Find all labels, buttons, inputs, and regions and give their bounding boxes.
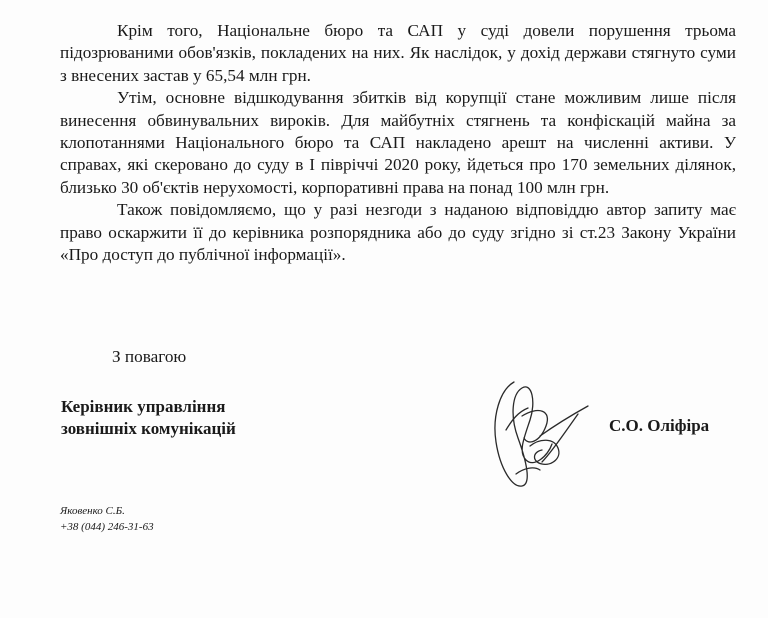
closing-phrase: З повагою	[112, 347, 187, 366]
signatory-title-line-1: Керівник управління	[61, 397, 226, 416]
handwritten-signature	[482, 376, 602, 494]
signatory-title	[61, 396, 236, 440]
paragraph-penalties: Крім того, Національне бюро та САП у суді довели порушення трьома підозрюваними обов'язків, покладених на них. Як наслідок, у дохід держави стягнуто суми з внесених застав у 65,54 млн грн.	[60, 21, 736, 85]
paragraph-appeal-notice: Також повідомляємо, що у разі незгоди з наданою відповіддю автор запиту має право оскаржити її до керівника розпорядника або до суду згідно зі ст.23 Закону України «Про доступ до публічної інформації».	[60, 200, 736, 265]
signatory-name: С.О. Оліфіра	[609, 416, 710, 435]
paragraph-asset-arrest: Утім, основне відшкодування збитків від корупції стане можливим лише після винесення обвинувальних вироків. Для майбутніх стягнень та конфіскацій майна за клопотаннями Національного бюро та САП накладено арешт на численні активи. У справах, які скеровано до суду в I півріччі 2020 року, йдеться про 170 земельних ділянок, близько 30 об'єктів нерухомості, корпоративні права на понад 100 млн грн.	[60, 88, 736, 197]
executor-name: Яковенко С.Б.	[60, 505, 125, 517]
signatory-title-line-2: зовнішніх комунікацій	[61, 419, 236, 438]
letter-body	[60, 20, 736, 266]
executor-phone: +38 (044) 246-31-63	[60, 521, 154, 533]
executor-info	[60, 503, 154, 535]
